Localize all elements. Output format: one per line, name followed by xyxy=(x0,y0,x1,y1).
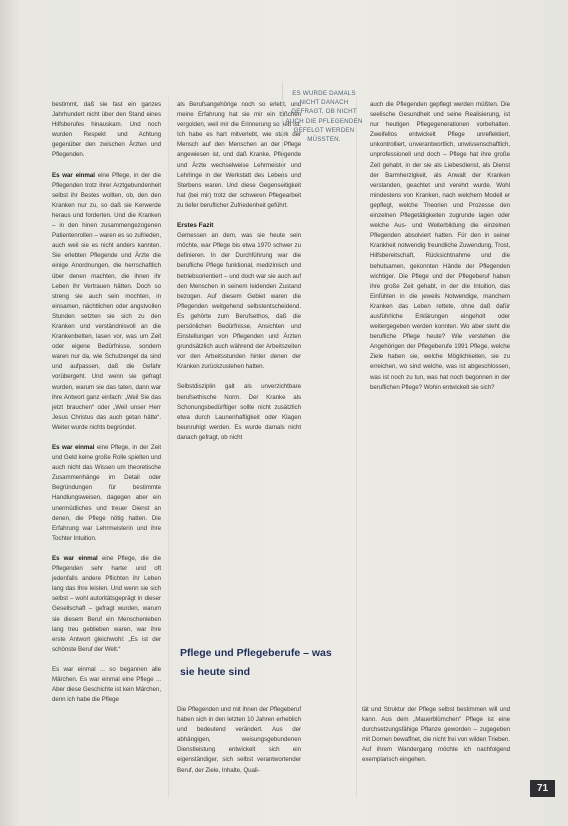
text-column-2-bottom xyxy=(177,705,301,786)
section-heading: Pflege und Pflegeberufe – was sie heute sind xyxy=(180,647,332,678)
paragraph: tät und Struktur der Pflege selbst bestimmen will und kann. Aus dem „Mauerblümchen“ Pflege ist eine durchsetzungsfähige Pflanze geworden – zugegeben mit Dornen bewaffnet, die nicht frei von wilden Trieben. Auf ihrem Wandergang möchte ich nachfolgend exemplarisch eingehen. xyxy=(362,706,510,764)
paragraph: Selbstdisziplin galt als unverzichtbare berufsethische Norm. Der Kranke als Schonungsbedürftiger sollte nicht zusätzlich etwa durch Launenhaftigkeit oder Klagen beunruhigt werden. Es wurde damals nicht danach gefragt, ob nicht xyxy=(177,383,301,441)
pull-quote: ES WURDE DAMALS NICHT DANACH GEFRAGT, OB NICHT AUCH DIE PFLEGENDEN GEFELGT WERDEN MÜSSTEN. xyxy=(285,90,363,144)
paragraph: Gemessen an dem, was sie heute sein möchte, war Pflege bis etwa 1970 schwer zu definieren. In der Durchführung war die berufliche Pflege funktional, medizinisch und betriebsorientiert – und doch war sie auch auf den Menschen in seinem leidenden Zustand bezogen. Auf diesem Gebiet waren die Pflegenden weitgehend selbstentscheidend. Es gehörte zum Berufsethos, daß die persönlichen Bedürfnisse, Ansichten und Einstellungen von Pflegenden und Ärzten grundsätzlich auch während der Arbeitszeiten vor den Arbeitsstunden hinter denen der Kranken zurückzustehen hatten. xyxy=(177,232,301,371)
subheading: Erstes Fazit xyxy=(177,222,214,230)
paragraph: Es war einmal ... so begannen alle Märchen. Es war einmal eine Pflege ... Aber diese Geschichte ist kein Märchen, denn ich habe die Pflege xyxy=(52,665,161,704)
paragraph-body: eine Pflege, in der Zeit und Geld keine große Rolle spielten und auch nicht das Wissen um theoretische Zusammenhänge im Detail oder Begründungen für bestimmte Handlungsweisen, dagegen aber ein unermüdliches und treuer Dienst an denen, die Pflege nötig hatten. Die Erfahrung war Lehrmeisterin und ihre Tochter Intuition. xyxy=(52,444,161,542)
paragraph-lead: Es war einmal xyxy=(52,171,95,179)
paragraph: als Berufsangehörige noch so erlebt, und meine Erfahrung hat sie mir ein bißchen vergolden, weil mir die Erinnerung so lieb ist. Ich habe es hart mitverlebt, wie stark der Mensch auf den Menschen an der Pflege angewiesen ist, und daß Kranke, Pflegende und Ärzte wechselweise Lehrmeister und Lehrlinge in der Werkstatt des Lebens und Sterbens waren. Und diese Gegenseitigkeit hat (bei mir) trotz der schweren Pflegearbeit zu tiefer beruflicher Zufriedenheit geführt. xyxy=(177,101,301,209)
paragraph-body: eine Pflege, die die Pflegenden sehr harter und oft jedenfalls andere Pflichten ihr Leben lang das Ihre leisten. Und wenn sie sich selbst – wohl autoritätsgeprägt in dieser Gesellschaft – gefragt wurden, warum sie diesem Beruf ein Menschenleben lang treu geblieben waren, war ihre erste Antwort gleichwohl: „Es ist der schönste Beruf der Welt.“ xyxy=(52,554,162,653)
paragraph: auch die Pflegenden gepflegt werden müßten. Die seelische Gesundheit und seine Realisierung, ist nur heutigen Pflegegenerationen vorbehalten. Zweifellos entwickelt Pflege unreflektiert, unkontrolliert, unverantwortlich, unwissenschaftlich, unprofessionell und doch – Pflege hat ihre große Zeit gehabt, in der sie als Liebesdienst, als Dienst der Barmherzigkeit, als Anwalt der Kranken verstanden, geachtet und verehrt wurde. Wohl mindestens von Kranken, nach welchem Modell er gepflegt, welche Theorien und Prozesse den einzelnen Pflegetätigkeiten zugrunde lagen oder welche Aus- und Weiterbildung die einzelnen Pflegenden absolviert hatten. Für den in seiner Krankheit notwendig freundliche Zuwendung, Trost, Hilfsbereitschaft, Rücksichtnahme und die behutsamen, gekonnten Hände der Pflegenden wichtiger. Die Pflege und der Pflegeberuf haben ihre große Zeit gehabt, in der die Intuition, das Einfühlen in die jeweils Notwendige, manchem Kranken das Leben rettete, ohne daß dafür ausführliche Erklärungen eingeholt oder weitergegeben werden konnten. Wo aber steht die berufliche Pflege heute? Wie verstehen die Angehörigen der Pflegeberufe 1991 Pflege, welche Ziele haben sie, welche Möglichkeiten, sie zu erreichen, wo sind welche, was ist abgeschlossen, was ist noch zu tun, was hat noch begonnen in der beruflichen Pflege? Wohin entwickelt sie sich? xyxy=(370,101,510,391)
column-divider xyxy=(168,97,169,797)
paragraph-lead: Es war einmal xyxy=(52,444,95,451)
paragraph xyxy=(52,171,161,433)
paragraph xyxy=(52,554,161,655)
page-number: 71 xyxy=(530,780,555,797)
paragraph: Die Pflegenden und mit ihnen der Pflegeberuf haben sich in den letzten 10 Jahren erheblich und bedeutend verändert. Aus der abhängigen, weisungsgebundenen Dienstleistung entwickelt sich ein eigenständiger, sich selbst verantwortender Beruf, der Ziele, Inhalte, Quali- xyxy=(177,706,301,774)
paragraph xyxy=(52,443,161,544)
text-column-3 xyxy=(370,100,510,403)
text-column-1 xyxy=(52,100,161,715)
text-column-3-bottom xyxy=(362,705,510,776)
column-divider xyxy=(356,97,357,797)
paragraph-body: eine Pflege, in der die Pflegenden trotz ihrer Arztgebundenheit selbst ihr Bestes wollten, ob, den den Kranken nur zu, so daß sie Kerwerde heraus und forderten. Und die Kranken – in den hinen zusammengezogenen Patientenrollen – waren es so zufrieden, auch weil sie es nicht anders kannten. Sie erlebten Pflegende und Ärzte die einige Anordnungen, die herrschaftlich über denen machten, die ihnen ihr Leben ihr Vertrauen hätten. Doch so streng sie auch sein mochten, in einsamen, nächtlichen oder angstvollen Stunden setzten sie sich zu den Kranken und verständnisvoll an die Krankenbetten, lasen vor, was um Zeit oder eigene Bedürfnisse, sondern waren nur da, wie Schutzengel da sind und aufpassen, daß die Gefahr vorübergeht. Und wenn sie gefragt wurden, warum sie das taten, dann war ihre Antwort ganz einfach: „Weil Sie das jetzt brauchen“ oder „Weil unser Herr Jesus Christus das auch getan hätte“. Weiter wurde nichts begründet. xyxy=(52,171,161,431)
paragraph-lead: Es war einmal xyxy=(52,554,98,562)
paragraph: bestimmt, daß sie fast ein ganzes Jahrhundert nicht über den Stand eines Hilfsberufes hinauskam. Und noch wurden Respekt und Achtung gegenüber den zwischen Ärzten und Pflegenden. xyxy=(52,101,161,159)
